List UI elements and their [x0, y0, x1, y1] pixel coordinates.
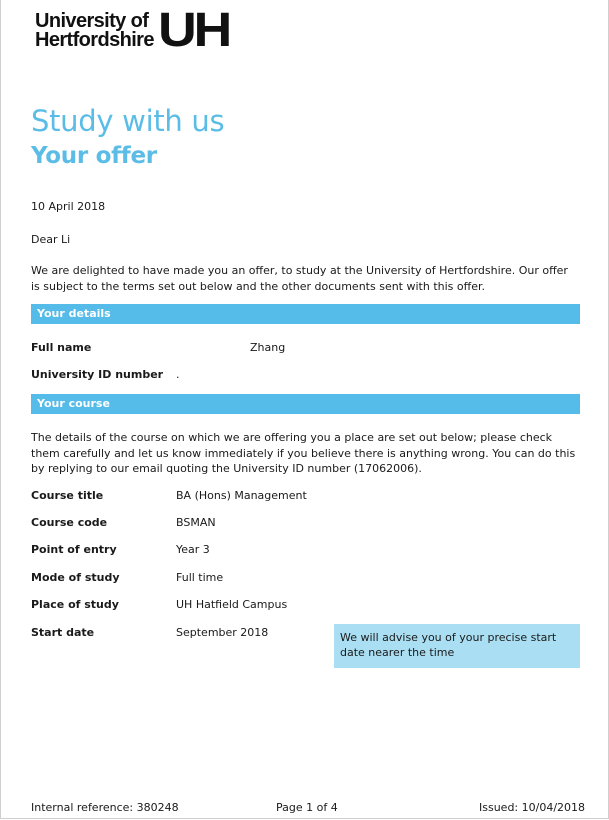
logo-uh-mark: UH: [157, 4, 229, 57]
course-intro: The details of the course on which we are offering you a place are set out below; please check them carefully and let us know immediately if you believe there is anything wrong. You can do this by replying to our email quoting the University ID number (17062006).: [31, 431, 576, 475]
footer-issued-date: Issued: 10/04/2018: [479, 801, 586, 814]
course-row-value: BSMAN: [176, 516, 216, 529]
course-row-value: Full time: [176, 571, 224, 584]
university-id-label: University ID number: [31, 368, 164, 381]
course-row-label: Point of entry: [31, 543, 117, 556]
course-row-label: Course code: [31, 516, 108, 529]
course-row-value: BA (Hons) Management: [176, 489, 307, 502]
details-row-university-id: [31, 368, 163, 381]
course-row: [31, 489, 103, 502]
letter-date: 10 April 2018: [31, 200, 106, 213]
course-row: [31, 543, 117, 556]
course-row: [31, 626, 94, 639]
full-name-label: Full name: [31, 341, 92, 354]
section-bar-your-details: Your details: [31, 304, 580, 324]
course-row-label: Start date: [31, 626, 95, 639]
course-row-label: Mode of study: [31, 571, 120, 584]
course-row: [31, 571, 120, 584]
course-row: [31, 516, 107, 529]
full-name-value: Zhang: [250, 341, 286, 354]
page-title: Study with us: [31, 104, 225, 138]
course-row-label: Place of study: [31, 598, 119, 611]
course-row-value: UH Hatfield Campus: [176, 598, 288, 611]
footer-internal-reference: Internal reference: 380248: [31, 801, 179, 814]
page-subtitle: Your offer: [31, 143, 157, 169]
footer-page-number: Page 1 of 4: [276, 801, 338, 814]
logo-line-2: Hertfordshire: [35, 29, 154, 51]
logo-line-1: University of: [35, 10, 149, 32]
course-row: [31, 598, 119, 611]
logo-wordmark: [35, 12, 154, 50]
section-bar-your-course: Your course: [31, 394, 580, 414]
letter-greeting: Dear Li: [31, 233, 71, 246]
course-row-value: Year 3: [176, 543, 210, 556]
course-row-value: September 2018: [176, 626, 269, 639]
details-row-full-name: [31, 341, 91, 354]
university-logo: [35, 4, 229, 57]
letter-intro: We are delighted to have made you an offer, to study at the University of Hertfordshire. Our offer is subject to the terms set out below and the other documents sent with this offer.: [31, 264, 568, 293]
course-row-label: Course title: [31, 489, 104, 502]
start-date-note: We will advise you of your precise start date nearer the time: [334, 624, 580, 668]
university-id-value: .: [176, 368, 180, 381]
